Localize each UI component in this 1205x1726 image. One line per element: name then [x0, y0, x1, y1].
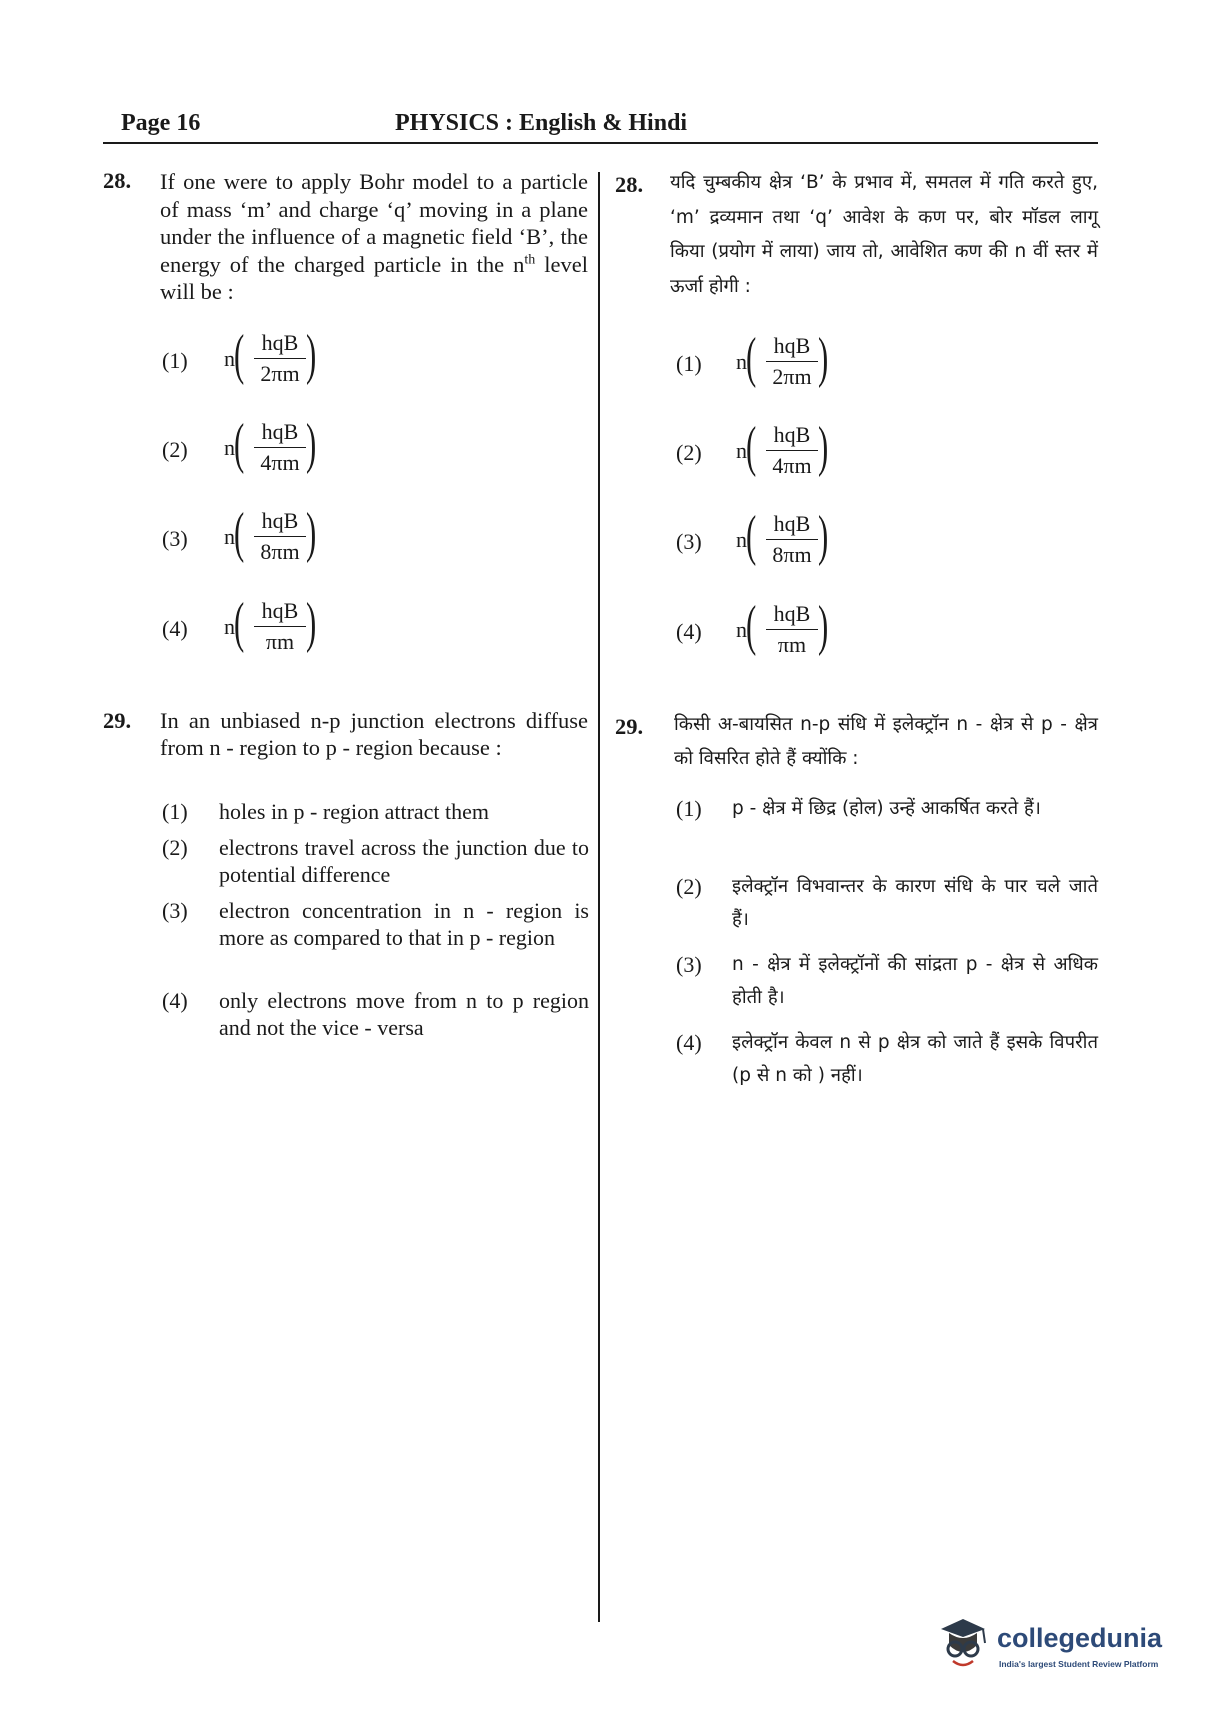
denominator: 4πm [260, 450, 300, 475]
option-label: (3) [162, 898, 188, 923]
option-label: (3) [676, 529, 702, 554]
option-text: only electrons move from n to p region and not the vice - versa [219, 988, 589, 1040]
right-paren: ) [818, 505, 829, 567]
right-paren: ) [306, 502, 317, 564]
question-29-stem-hindi: किसी अ-बायसित n-p संधि में इलेक्ट्रॉन n - क्षेत्र से p - क्षेत्र को विसरित होते हैं क्योंकि : [674, 714, 1098, 769]
question-28-number: 28. [103, 168, 132, 193]
option-text: holes in p - region attract them [219, 799, 490, 824]
option-text: electron concentration in n - region is more as compared to that in p - region [219, 898, 589, 950]
right-paren: ) [306, 592, 317, 654]
question-29-number-hindi: 29. [615, 714, 644, 739]
numerator: hqB [766, 422, 818, 451]
question-28-stem [160, 168, 588, 306]
left-paren: ( [746, 416, 757, 478]
option-text: p - क्षेत्र में छिद्र (होल) उन्हें आकर्षित करते हैं। [732, 798, 1041, 819]
option-text: electrons travel across the junction due to potential difference [219, 835, 589, 887]
brand-name: collegedunia [997, 1623, 1163, 1653]
numerator: hqB [766, 601, 818, 630]
denominator: 2πm [772, 364, 812, 389]
right-paren: ) [818, 595, 829, 657]
option-label: (1) [162, 348, 188, 373]
coefficient: n [224, 524, 235, 549]
question-29-number: 29. [103, 708, 132, 733]
denominator: πm [265, 629, 295, 654]
numerator: hqB [254, 330, 306, 359]
option-label: (4) [162, 616, 188, 641]
left-paren: ( [746, 505, 757, 567]
option-label: (2) [676, 440, 702, 465]
option-label: (1) [676, 351, 702, 376]
numerator: hqB [254, 419, 306, 448]
question-28-stem-end: level will be : [160, 251, 589, 304]
coefficient: n [736, 527, 747, 552]
left-paren: ( [746, 327, 757, 389]
question-28-number-hindi: 28. [615, 172, 644, 197]
option-label: (2) [676, 874, 702, 899]
coefficient: n [224, 435, 235, 460]
option-label: (1) [676, 796, 702, 821]
coefficient: n [224, 614, 235, 639]
option-label: (4) [162, 988, 188, 1013]
denominator: 8πm [772, 542, 812, 567]
column-divider [598, 172, 600, 1622]
brand-tagline: India's largest Student Review Platform [999, 1659, 1159, 1669]
question-28-stem-text: If one were to apply Bohr model to a particle of mass ‘m’ and charge ‘q’ moving in a plane under the influence of a magnetic field ‘B’, the energy of the charged particle in the n [160, 169, 588, 277]
right-paren: ) [306, 324, 317, 386]
right-paren: ) [818, 416, 829, 478]
left-paren: ( [234, 592, 245, 654]
left-paren: ( [234, 324, 245, 386]
option-label: (2) [162, 437, 188, 462]
option-label: (1) [162, 799, 188, 824]
left-paren: ( [234, 413, 245, 475]
numerator: hqB [766, 333, 818, 362]
numerator: hqB [254, 598, 306, 627]
numerator: hqB [766, 511, 818, 540]
left-paren: ( [234, 502, 245, 564]
denominator: 4πm [772, 453, 812, 478]
question-29-stem: In an unbiased n-p junction electrons diffuse from n - region to p - region because : [160, 708, 588, 760]
page-title: PHYSICS : English & Hindi [395, 110, 688, 136]
left-paren: ( [746, 595, 757, 657]
option-label: (4) [676, 1030, 702, 1055]
option-label: (3) [676, 952, 702, 977]
option-label: (3) [162, 526, 188, 551]
numerator: hqB [254, 508, 306, 537]
right-paren: ) [306, 413, 317, 475]
question-28-stem-sup: th [524, 252, 536, 267]
collegedunia-logo [935, 1615, 1175, 1685]
denominator: 8πm [260, 539, 300, 564]
question-28-stem-hindi: यदि चुम्बकीय क्षेत्र ‘B’ के प्रभाव में, समतल में गति करते हुए, ‘m’ द्रव्यमान तथा ‘q’ आवेश के कण पर, बोर मॉडल लागू किया (प्रयोग में लाया) जाय तो, आवेशित कण की n वीं स्तर में ऊर्जा होगी : [670, 172, 1098, 297]
option-text: इलेक्ट्रॉन केवल n से p क्षेत्र को जाते हैं इसके विपरीत (p से n को ) नहीं। [732, 1032, 1098, 1086]
coefficient: n [736, 617, 747, 642]
student-mascot-icon [935, 1615, 991, 1675]
coefficient: n [736, 438, 747, 463]
page-number: Page 16 [121, 110, 201, 136]
option-label: (2) [162, 835, 188, 860]
denominator: πm [777, 632, 807, 657]
coefficient: n [736, 349, 747, 374]
denominator: 2πm [260, 361, 300, 386]
coefficient: n [224, 346, 235, 371]
option-text: इलेक्ट्रॉन विभवान्तर के कारण संधि के पार चले जाते हैं। [732, 876, 1098, 930]
page-header [103, 106, 1098, 144]
option-text: n - क्षेत्र में इलेक्ट्रॉनों की सांद्रता p - क्षेत्र से अधिक होती है। [732, 954, 1098, 1008]
right-paren: ) [818, 327, 829, 389]
option-label: (4) [676, 619, 702, 644]
